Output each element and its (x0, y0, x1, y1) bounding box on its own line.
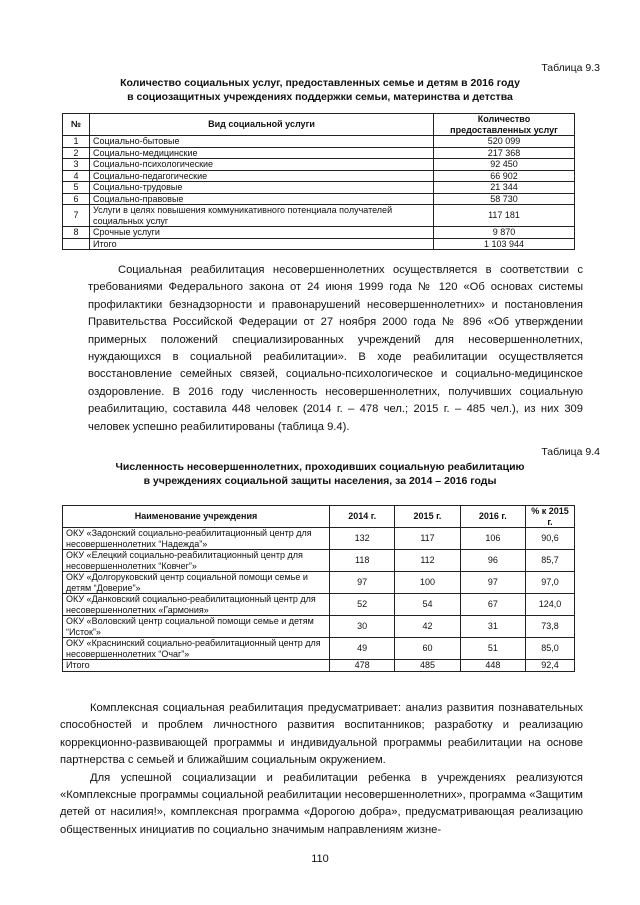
value-2016: 106 (460, 528, 525, 550)
column-header: Вид социальной услуги (90, 114, 434, 136)
table-row (63, 159, 575, 171)
service-type: Услуги в целях повышения коммуникативного потенциала получателей социальных услуг (90, 205, 434, 227)
body-paragraph (88, 262, 583, 436)
row-number: 5 (63, 182, 90, 194)
table-row (63, 638, 575, 660)
row-number: 1 (63, 136, 90, 148)
institution-name: ОКУ «Данковский социально-реабилитационный центр для несовершеннолетних «Гармония» (63, 594, 330, 616)
value-2014: 30 (330, 616, 395, 638)
service-type: Социально-педагогические (90, 170, 434, 182)
value-2015: 54 (395, 594, 460, 616)
value-2016: 51 (460, 638, 525, 660)
column-header: % к 2015 г. (526, 506, 575, 528)
page-number: 110 (311, 853, 329, 865)
institution-name: ОКУ «Задонский социально-реабилитационный центр для несовершеннолетних “Надежда”» (63, 528, 330, 550)
total-2016: 448 (460, 660, 525, 672)
service-count: 21 344 (434, 182, 575, 194)
value-2015: 117 (395, 528, 460, 550)
service-count: 520 099 (434, 136, 575, 148)
value-2014: 132 (330, 528, 395, 550)
service-count: 92 450 (434, 159, 575, 171)
paragraph-text: Социальная реабилитация несовершеннолетних осуществляется в соответствии с требованиями Федерального закона от 24 июня 1999 года № 120 «Об основах системы профилактики безнадзорности и правонарушений несовершеннолетних» и постановления Правительства Российской Федерации от 27 ноября 2000 года № 896 «Об утверждении примерных положений специализированных учреждений для несовершеннолетних, нуждающихся в социальной реабилитации». В ходе реабилитации осуществляется восстановление семейных связей, социально-психологическое и социально-медицинское оздоровление. В 2016 году численность несовершеннолетних, получивших социальную реабилитацию, составила 448 человек (2014 г. – 478 чел.; 2015 г. – 485 чел.), из них 309 человек успешно реабилитированы (таблица 9.4). (88, 264, 583, 433)
rehabilitation-table (62, 505, 575, 672)
row-number (63, 238, 90, 250)
table-row (63, 182, 575, 194)
table-title-line: в социозащитных учреждениях поддержки семьи, материнства и детства (127, 91, 513, 103)
value-2015: 112 (395, 550, 460, 572)
total-label: Итого (90, 238, 434, 250)
table-row (63, 528, 575, 550)
table-title-line: Численность несовершеннолетних, проходивших социальную реабилитацию (115, 461, 525, 473)
column-header: Количество предоставленных услуг (434, 114, 575, 136)
row-number: 6 (63, 193, 90, 205)
table-row (63, 616, 575, 638)
paragraph-text: Для успешной социализации и реабилитации ребенка в учреждениях реализуются «Комплексные программы социальной реабилитации несовершеннолетних», программа «Защитим детей от насилия!», комплексная программа «Дорогою добра», предусматривающая реализацию общественных инициатив по социально значимым направлениям жизне- (60, 771, 583, 836)
institution-name: ОКУ «Краснинский социально-реабилитационный центр для несовершеннолетних “Очаг”» (63, 638, 330, 660)
table-caption: Таблица 9.3 (541, 62, 600, 74)
service-count: 217 368 (434, 147, 575, 159)
body-text-block (60, 700, 583, 839)
column-header: 2016 г. (460, 506, 525, 528)
value-2016: 31 (460, 616, 525, 638)
row-number: 8 (63, 227, 90, 239)
total-percent: 92,4 (526, 660, 575, 672)
value-2016: 67 (460, 594, 525, 616)
percent-of-2015: 73,8 (526, 616, 575, 638)
value-2014: 118 (330, 550, 395, 572)
percent-of-2015: 85,0 (526, 638, 575, 660)
table-title-line: в учреждениях социальной защиты населения, за 2014 – 2016 годы (143, 475, 497, 487)
value-2016: 97 (460, 572, 525, 594)
percent-of-2015: 85,7 (526, 550, 575, 572)
row-number: 4 (63, 170, 90, 182)
table-total-row (63, 660, 575, 672)
total-label: Итого (63, 660, 330, 672)
percent-of-2015: 90,6 (526, 528, 575, 550)
institution-name: ОКУ «Елецкий социально-реабилитационный центр для несовершеннолетних “Ковчег”» (63, 550, 330, 572)
institution-name: ОКУ «Долгоруковский центр социальной помощи семье и детям “Доверие”» (63, 572, 330, 594)
service-count: 9 870 (434, 227, 575, 239)
service-count: 58 730 (434, 193, 575, 205)
service-type: Социально-трудовые (90, 182, 434, 194)
service-type: Социально-психологические (90, 159, 434, 171)
table-row (63, 193, 575, 205)
total-2014: 478 (330, 660, 395, 672)
row-number: 2 (63, 147, 90, 159)
table-total-row (63, 238, 575, 250)
table-title-line: Количество социальных услуг, предоставленных семье и детям в 2016 году (120, 77, 520, 89)
service-type: Социально-бытовые (90, 136, 434, 148)
table-title (60, 76, 580, 104)
table-row (63, 147, 575, 159)
value-2014: 49 (330, 638, 395, 660)
column-header: 2015 г. (395, 506, 460, 528)
value-2015: 100 (395, 572, 460, 594)
table-row (63, 550, 575, 572)
table-row (63, 136, 575, 148)
row-number: 7 (63, 205, 90, 227)
total-2015: 485 (395, 660, 460, 672)
service-type: Социально-правовые (90, 193, 434, 205)
percent-of-2015: 124,0 (526, 594, 575, 616)
value-2014: 97 (330, 572, 395, 594)
paragraph-text: Комплексная социальная реабилитация предусматривает: анализ развития познавательных способностей и проблем личностного развития воспитанников; разработку и реализацию коррекционно-развивающей программы и индивидуальной программы реабилитации на основе партнерства с семьей и ближайшим социальным окружением. (60, 702, 583, 767)
table-row (63, 205, 575, 227)
percent-of-2015: 97,0 (526, 572, 575, 594)
service-count: 117 181 (434, 205, 575, 227)
value-2014: 52 (330, 594, 395, 616)
value-2015: 42 (395, 616, 460, 638)
table-row (63, 594, 575, 616)
table-title (60, 460, 580, 488)
column-header: № (63, 114, 90, 136)
table-row (63, 170, 575, 182)
institution-name: ОКУ «Воловский центр социальной помощи семье и детям “Исток”» (63, 616, 330, 638)
column-header: 2014 г. (330, 506, 395, 528)
value-2016: 96 (460, 550, 525, 572)
social-services-table (62, 113, 575, 250)
service-count: 66 902 (434, 170, 575, 182)
column-header: Наименование учреждения (63, 506, 330, 528)
value-2015: 60 (395, 638, 460, 660)
service-type: Срочные услуги (90, 227, 434, 239)
row-number: 3 (63, 159, 90, 171)
total-value: 1 103 944 (434, 238, 575, 250)
table-caption: Таблица 9.4 (541, 446, 600, 458)
table-row (63, 227, 575, 239)
service-type: Социально-медицинские (90, 147, 434, 159)
table-row (63, 572, 575, 594)
